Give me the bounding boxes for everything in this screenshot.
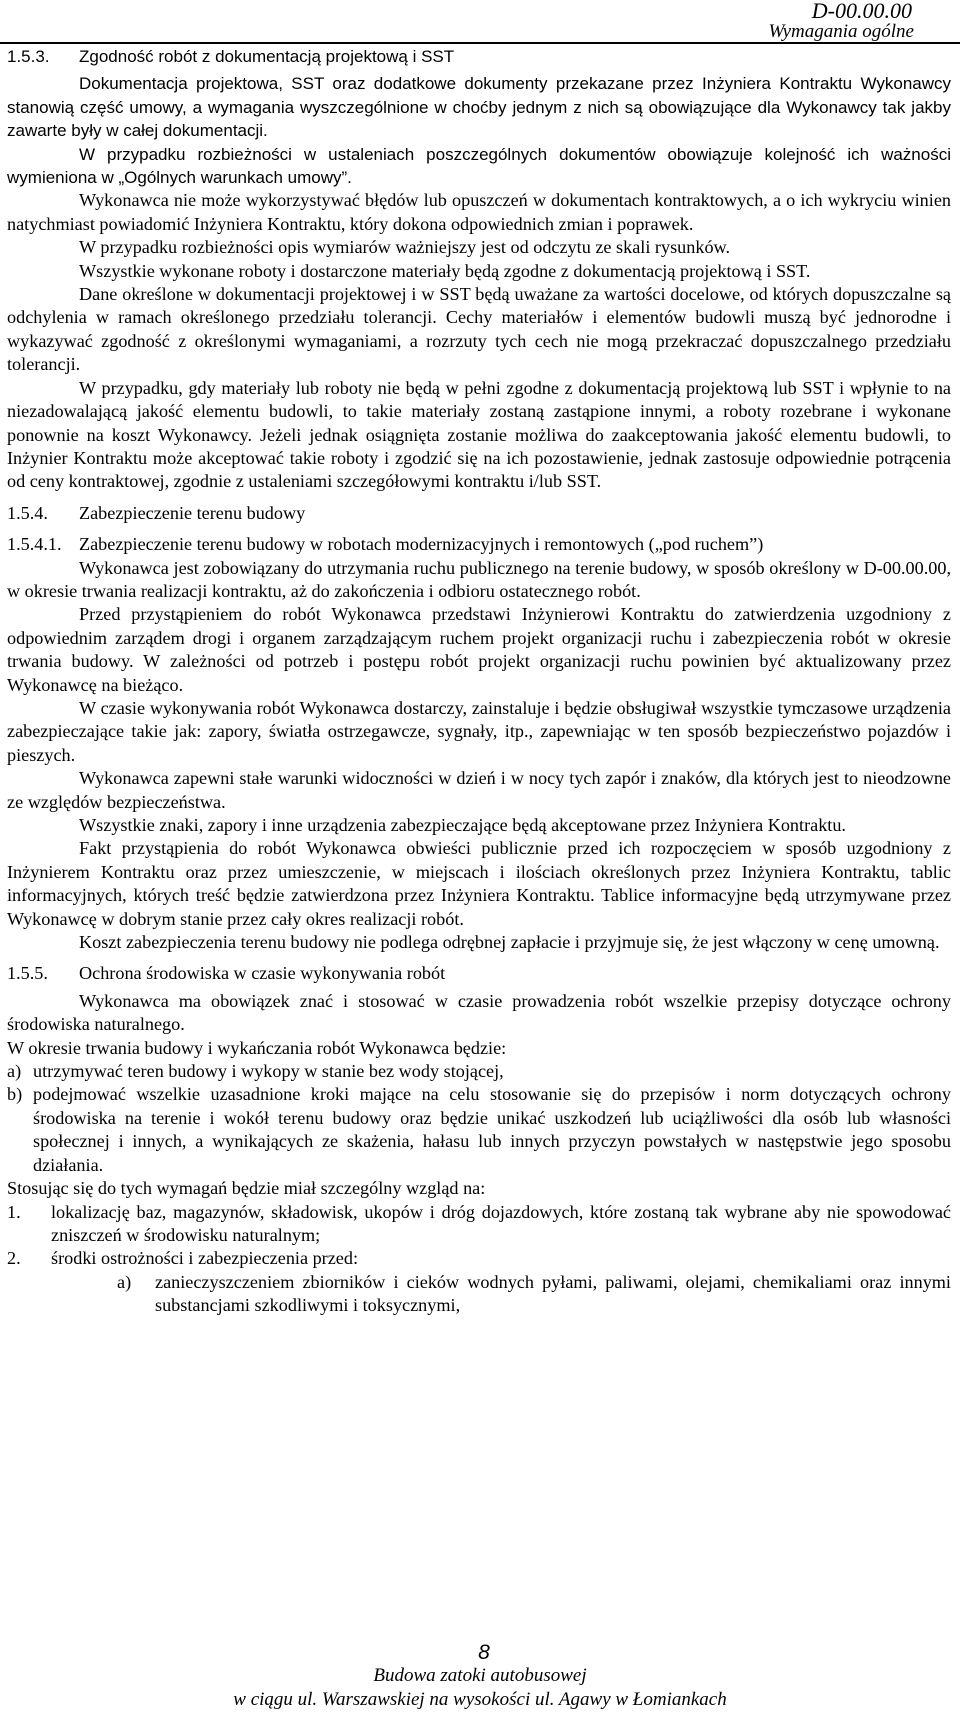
paragraph: Wykonawca jest zobowiązany do utrzymania ruchu publicznego na terenie budowy, w sposób określony w D-00.00.00, w okresie trwania realizacji kontraktu, aż do zakończenia i odbioru ostatecznego robót. — [7, 557, 951, 601]
list-marker: a) — [117, 1271, 132, 1292]
paragraph: Wszystkie wykonane roboty i dostarczone materiały będą zgodne z dokumentacją projektową i SST. — [79, 260, 811, 281]
page-footer — [0, 1642, 960, 1712]
footer-line-2: w ciągu ul. Warszawskiej na wysokości ul. Agawy w Łomiankach — [233, 1689, 727, 1710]
subsection-title: Zabezpieczenie terenu budowy w robotach modernizacyjnych i remontowych („pod ruchem”) — [79, 534, 764, 555]
list-text: środki ostrożności i zabezpieczenia przed: — [51, 1248, 359, 1269]
page-number: 8 — [478, 1641, 490, 1664]
section-heading-155 — [7, 962, 951, 985]
section-title: Zgodność robót z dokumentacją projektową i SST — [79, 47, 455, 66]
list-item — [7, 1083, 951, 1177]
header-title: Wymagania ogólne — [768, 21, 914, 42]
document-body — [7, 44, 951, 1318]
paragraph: W przypadku rozbieżności opis wymiarów ważniejszy jest od odczytu ze skali rysunków. — [79, 237, 731, 258]
list-text: utrzymywać teren budowy i wykopy w stanie bez wody stojącej, — [33, 1061, 504, 1082]
paragraph: Dokumentacja projektowa, SST oraz dodatkowe dokumenty przekazane przez Inżyniera Kontraktu Wykonawcy stanowią część umowy, a wymagania wyszczególnione w choćby jednym z nich są obowiązujące dla Wykonawcy tak jakby zawarte były w całej dokumentacji. — [7, 74, 951, 141]
list-text: zanieczyszczeniem zbiorników i cieków wodnych pyłami, paliwami, olejami, chemikaliami oraz innymi substancjami szkodliwymi i toksycznymi, — [155, 1271, 951, 1316]
paragraph: W okresie trwania budowy i wykańczania robót Wykonawca będzie: — [7, 1037, 507, 1058]
paragraph: Fakt przystąpienia do robót Wykonawca obwieści publicznie przed ich rozpoczęciem w sposób uzgodniony z Inżynierem Kontraktu oraz przez umieszczenie, w miejscach i ilościach określonych przez Inżyniera Kontraktu, tablic informacyjnych, których treść będzie zatwierdzona przez Inżyniera Kontraktu. Tablice informacyjne będą utrzymywane przez Wykonawcę w dobrym stanie przez cały okres realizacji robót. — [7, 838, 951, 929]
section-title: Ochrona środowiska w czasie wykonywania robót — [79, 963, 446, 984]
list-marker: a) — [7, 1061, 22, 1082]
subsection-heading-1541 — [7, 533, 951, 556]
section-number: 1.5.4. — [7, 502, 48, 523]
section-number: 1.5.3. — [7, 47, 50, 66]
list-text: lokalizację baz, magazynów, składowisk, ukopów i dróg dojazdowych, które zostaną tak wybrane aby nie spowodować zniszczeń w środowisku naturalnym; — [51, 1201, 951, 1245]
paragraph: W przypadku rozbieżności w ustaleniach poszczególnych dokumentów obowiązuje kolejność ich ważności wymieniona w „Ogólnych warunkach umowy”. — [7, 144, 951, 188]
paragraph: Koszt zabezpieczenia terenu budowy nie podlega odrębnej zapłacie i przyjmuje się, że jest włączony w cenę umowną. — [79, 932, 940, 953]
list-marker: b) — [7, 1084, 23, 1105]
section-heading-153 — [7, 45, 951, 68]
paragraph: Wykonawca zapewni stałe warunki widoczności w dzień i w nocy tych zapór i znaków, dla których jest to nieodzowne ze względów bezpieczeństwa. — [7, 768, 951, 812]
subsection-number: 1.5.4.1. — [7, 534, 62, 555]
list-item — [7, 1201, 951, 1248]
paragraph: W przypadku, gdy materiały lub roboty nie będą w pełni zgodne z dokumentacją projektową lub SST i wpłynie to na niezadowalającą jakość elementu budowli, to takie materiały zostaną zastąpione innymi, a roboty rozebrane i wykonane ponownie na koszt Wykonawcy. Jeżeli jednak osiągnięta zostanie możliwa do zaakceptowania jakość elementu budowli, to Inżynier Kontraktu może akceptować takie roboty i zgodzić się na ich pozostawienie, jednak zastosuje odpowiednie potrącenia od ceny kontraktowej, zgodnie z ustaleniami szczegółowymi kontraktu i/lub SST. — [7, 377, 951, 492]
paragraph: Dane określone w dokumentacji projektowej i w SST będą uważane za wartości docelowe, od których dopuszczalne są odchylenia w ramach określonego przedziału tolerancji. Cechy materiałów i elementów budowli muszą być jednorodne i wykazywać zgodność z określonymi wymaganiami, a rozrzuty tych cech nie mogą przekraczać dopuszczalnego przedziału tolerancji. — [7, 284, 951, 375]
header-code: D-00.00.00 — [811, 0, 912, 23]
list-text: podejmować wszelkie uzasadnione kroki mające na celu stosowanie się do przepisów i norm dotyczących ochrony środowiska na terenie i wokół terenu budowy oraz będzie unikać uszkodzeń lub uciążliwości dla osób lub własności społecznej i innych, a wynikających ze skażenia, hałasu lub innych przyczyn powstałych w następstwie jego sposobu działania. — [33, 1084, 951, 1175]
paragraph: Wszystkie znaki, zapory i inne urządzenia zabezpieczające będą akceptowane przez Inżyniera Kontraktu. — [79, 815, 846, 835]
paragraph: Wykonawca nie może wykorzystywać błędów lub opuszczeń w dokumentach kontraktowych, a o ich wykryciu winien natychmiast powiadomić Inżyniera Kontraktu, który dokona odpowiednich zmian i poprawek. — [7, 190, 951, 234]
paragraph: Stosując się do tych wymagań będzie miał szczególny wzgląd na: — [7, 1178, 486, 1199]
section-number: 1.5.5. — [7, 963, 48, 984]
paragraph: W czasie wykonywania robót Wykonawca dostarczy, zainstaluje i będzie obsługiwał wszystkie tymczasowe urządzenia zabezpieczające takie jak: zapory, światła ostrzegawcze, sygnały, itp., zapewniając w ten sposób bezpieczeństwo pojazdów i pieszych. — [7, 697, 951, 765]
section-title: Zabezpieczenie terenu budowy — [79, 502, 306, 523]
paragraph: Przed przystąpieniem do robót Wykonawca przedstawi Inżynierowi Kontraktu do zatwierdzenia uzgodniony z odpowiednim zarządem drogi i organem zarządzającym ruchem projekt organizacji ruchu i zabezpieczenia robót w okresie trwania budowy. W zależności od potrzeb i postępu robót projekt organizacji ruchu powinien być aktualizowany przez Wykonawcę na bieżąco. — [7, 604, 951, 695]
footer-line-1: Budowa zatoki autobusowej — [373, 1665, 587, 1686]
list-marker: 2. — [7, 1248, 21, 1269]
list-item — [7, 1247, 951, 1270]
paragraph: Wykonawca ma obowiązek znać i stosować w czasie prowadzenia robót wszelkie przepisy dotyczące ochrony środowiska naturalnego. — [7, 990, 951, 1035]
section-heading-154 — [7, 502, 951, 525]
list-item — [7, 1271, 951, 1318]
list-marker: 1. — [7, 1201, 21, 1222]
list-item — [7, 1060, 951, 1083]
